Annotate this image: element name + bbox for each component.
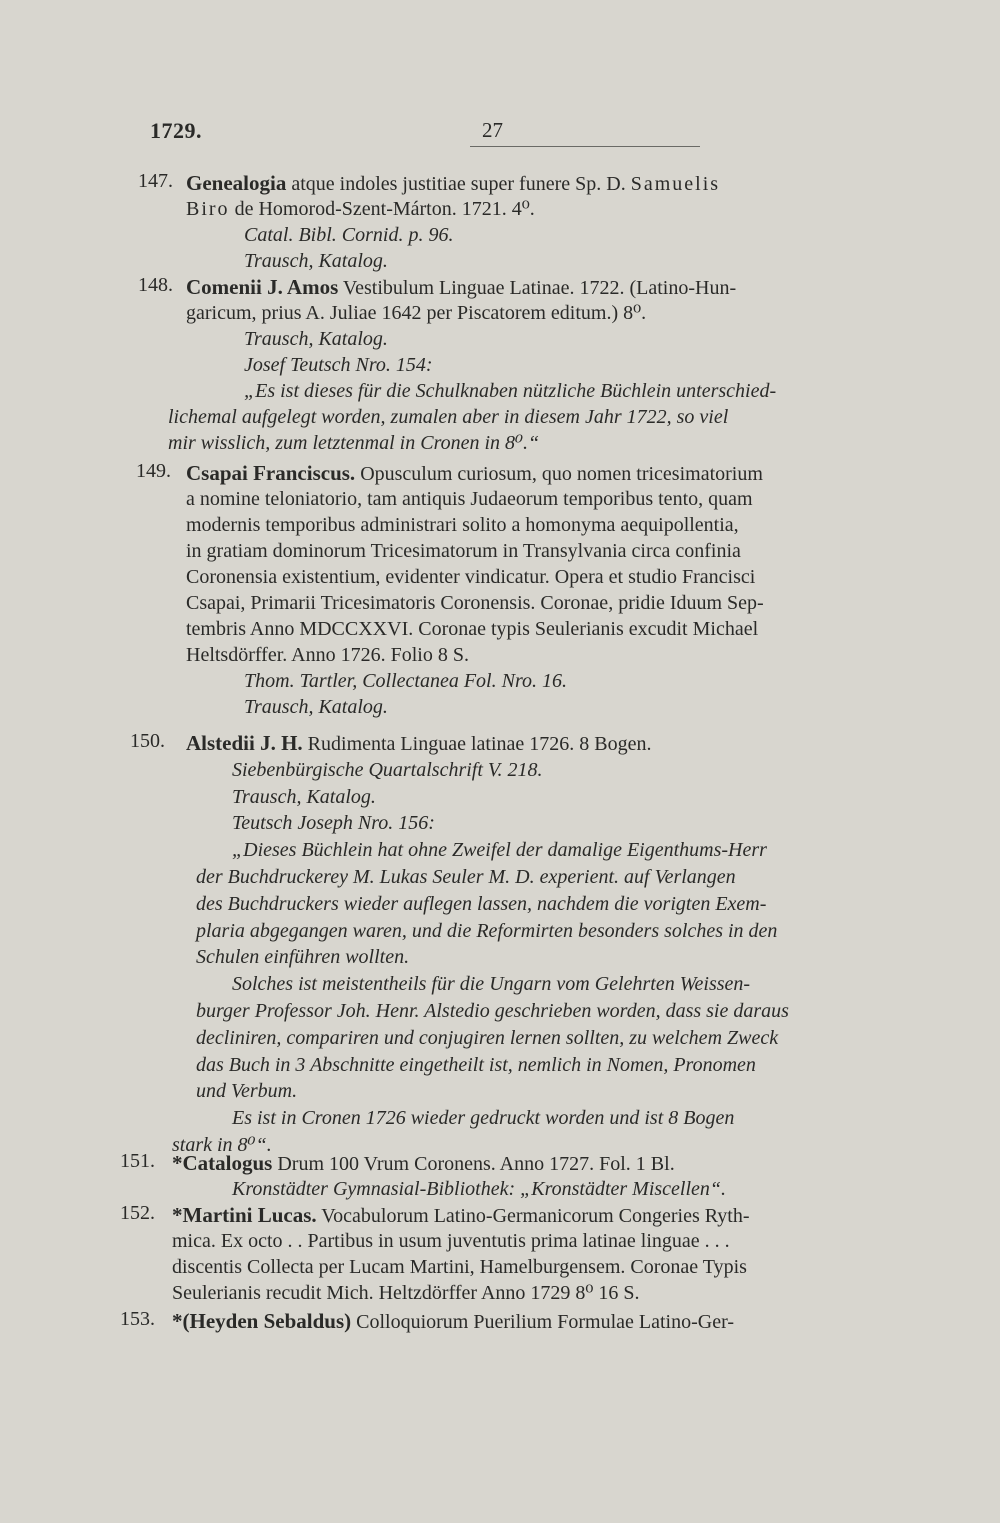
entry-line <box>172 1150 675 1177</box>
entry-text: Vestibulum Linguae Latinae. 1722. (Latino-Hun- <box>338 277 737 299</box>
entry-heading: *Catalogus <box>172 1151 273 1175</box>
citation-text: Trausch, Katalog. <box>244 250 388 272</box>
citation-text: burger Professor Joh. Henr. Alstedio geschrieben worden, dass sie daraus <box>196 1000 789 1022</box>
entry-line <box>186 460 763 487</box>
entry-line <box>196 1025 778 1051</box>
entry-number: 150. <box>130 730 165 752</box>
header-rule <box>470 146 700 147</box>
entry-line <box>232 837 767 863</box>
citation-text: Josef Teutsch Nro. 154: <box>244 354 433 376</box>
entry-number: 151. <box>120 1150 155 1172</box>
entry-line <box>172 1254 747 1280</box>
page-header <box>150 118 850 152</box>
entry-line <box>186 274 736 301</box>
entry-line <box>244 378 776 404</box>
entry-line <box>186 486 753 512</box>
entry-line <box>244 222 453 248</box>
entry-heading: Csapai Franciscus. <box>186 461 356 485</box>
entry-text: Opusculum curiosum, quo nomen tricesimatorium <box>355 463 763 485</box>
entry-number: 148. <box>138 274 173 296</box>
entry-line <box>168 404 728 430</box>
citation-text: der Buchdruckerey M. Lukas Seuler M. D. experient. auf Verlangen <box>196 866 736 888</box>
citation-text: Solches ist meistentheils für die Ungarn vom Gelehrten Weissen- <box>232 973 751 995</box>
entry-line <box>186 196 535 222</box>
entry-line <box>196 1078 297 1104</box>
entry-text: Rudimenta Linguae latinae 1726. 8 Bogen. <box>302 733 652 755</box>
entry-line <box>186 730 651 757</box>
citation-text: Trausch, Katalog. <box>232 786 376 808</box>
entry-line <box>244 248 388 274</box>
entry-line <box>186 538 741 564</box>
entry-line <box>232 971 750 997</box>
entry-line <box>196 944 409 970</box>
entry-text: Colloquiorum Puerilium Formulae Latino-Ger- <box>351 1311 734 1333</box>
entry-text: atque indoles justitiae super funere Sp. D. <box>286 173 631 195</box>
entry-heading: Alstedii J. H. <box>186 731 303 755</box>
entry-text: Seulerianis recudit Mich. Heltzdörffer Anno 1729 8⁰ 16 S. <box>172 1282 640 1304</box>
entry-number: 147. <box>138 170 173 192</box>
citation-text: decliniren, compariren und conjugiren lernen sollten, zu welchem Zweck <box>196 1027 779 1049</box>
entry-line <box>232 810 435 836</box>
citation-text: Schulen einführen wollten. <box>196 946 410 968</box>
entry-line <box>172 1202 749 1229</box>
entry-text: modernis temporibus administrari solito a homonyma aequipollentia, <box>186 514 739 536</box>
entry-text: a nomine teloniatorio, tam antiquis Judaeorum temporibus tento, quam <box>186 488 753 510</box>
entry-line <box>196 891 766 917</box>
citation-text: Teutsch Joseph Nro. 156: <box>232 812 435 834</box>
entry-text: Csapai, Primarii Tricesimatoris Coronensis. Coronae, pridie Iduum Sep- <box>186 592 764 614</box>
entry-line <box>232 784 376 810</box>
entry-text: Drum 100 Vrum Coronens. Anno 1727. Fol. 1 Bl. <box>272 1153 675 1175</box>
entry-line <box>196 1052 756 1078</box>
entry-heading: *Martini Lucas. <box>172 1203 317 1227</box>
entry-text: mica. Ex octo . . Partibus in usum juventutis prima latinae linguae . . . <box>172 1230 730 1252</box>
entry-text: discentis Collecta per Lucam Martini, Hamelburgensem. Coronae Typis <box>172 1256 747 1278</box>
entry-line <box>172 1228 730 1254</box>
citation-text: plaria abgegangen waren, und die Reformirten besonders solches in den <box>196 920 778 942</box>
entry-line <box>186 300 646 326</box>
citation-text: und Verbum. <box>196 1080 298 1102</box>
entry-text: tembris Anno MDCCXXVI. Coronae typis Seulerianis excudit Michael <box>186 618 759 640</box>
entry-line <box>232 1176 726 1202</box>
entry-text: Heltsdörffer. Anno 1726. Folio 8 S. <box>186 644 469 666</box>
entry-line <box>244 668 567 694</box>
entry-line <box>168 430 539 456</box>
entry-number: 149. <box>136 460 171 482</box>
entry-line <box>186 564 755 590</box>
entry-line <box>244 326 388 352</box>
entry-line <box>186 590 764 616</box>
citation-text: des Buchdruckers wieder auflegen lassen, nachdem die vorigten Exem- <box>196 893 767 915</box>
citation-text: Siebenbürgische Quartalschrift V. 218. <box>232 759 543 781</box>
entry-text: de Homorod-Szent-Márton. 1721. 4⁰. <box>229 198 535 220</box>
entry-line <box>196 918 777 944</box>
running-year: 1729. <box>150 118 202 143</box>
entry-line <box>186 512 739 538</box>
entry-line <box>186 170 720 197</box>
entry-line <box>196 864 736 890</box>
citation-text: Trausch, Katalog. <box>244 696 388 718</box>
entry-line <box>172 1280 640 1306</box>
entry-heading: *(Heyden Sebaldus) <box>172 1309 352 1333</box>
citation-text: Thom. Tartler, Collectanea Fol. Nro. 16. <box>244 670 567 692</box>
entry-text: garicum, prius A. Juliae 1642 per Piscatorem editum.) 8⁰. <box>186 302 647 324</box>
spaced-name: Biro <box>186 198 230 220</box>
spaced-name: Samuelis <box>630 173 721 195</box>
entry-line <box>232 1105 734 1131</box>
citation-text: Es ist in Cronen 1726 wieder gedruckt worden und ist 8 Bogen <box>232 1107 735 1129</box>
entry-heading: Genealogia <box>186 171 287 195</box>
entry-text: Vocabulorum Latino-Germanicorum Congeries Ryth- <box>316 1205 750 1227</box>
citation-text: Catal. Bibl. Cornid. p. 96. <box>244 224 454 246</box>
entry-number: 153. <box>120 1308 155 1330</box>
citation-text: lichemal aufgelegt worden, zumalen aber in diesem Jahr 1722, so viel <box>168 406 729 428</box>
entry-line <box>244 352 433 378</box>
entry-line <box>244 694 388 720</box>
entry-heading: Comenii J. Amos <box>186 275 339 299</box>
entry-text: in gratiam dominorum Tricesimatorum in Transylvania circa confinia <box>186 540 741 562</box>
citation-text: Trausch, Katalog. <box>244 328 388 350</box>
citation-text: „Es ist dieses für die Schulknaben nützliche Büchlein unterschied- <box>244 380 777 402</box>
citation-text: stark in 8⁰“. <box>172 1134 272 1156</box>
entry-line <box>232 757 543 783</box>
entry-number: 152. <box>120 1202 155 1224</box>
page-number: 27 <box>482 118 503 142</box>
citation-text: „Dieses Büchlein hat ohne Zweifel der damalige Eigenthums-Herr <box>232 839 767 861</box>
entry-line <box>186 642 469 668</box>
citation-text: Kronstädter Gymnasial-Bibliothek: „Kronstädter Miscellen“. <box>232 1178 727 1200</box>
entry-text: Coronensia existentium, evidenter vindicatur. Opera et studio Francisci <box>186 566 756 588</box>
citation-text: mir wisslich, zum letztenmal in Cronen in 8⁰.“ <box>168 432 540 454</box>
citation-text: das Buch in 3 Abschnitte eingetheilt ist, nemlich in Nomen, Pronomen <box>196 1054 756 1076</box>
entry-line <box>196 998 789 1024</box>
entry-line <box>186 616 758 642</box>
entry-line <box>172 1308 734 1335</box>
